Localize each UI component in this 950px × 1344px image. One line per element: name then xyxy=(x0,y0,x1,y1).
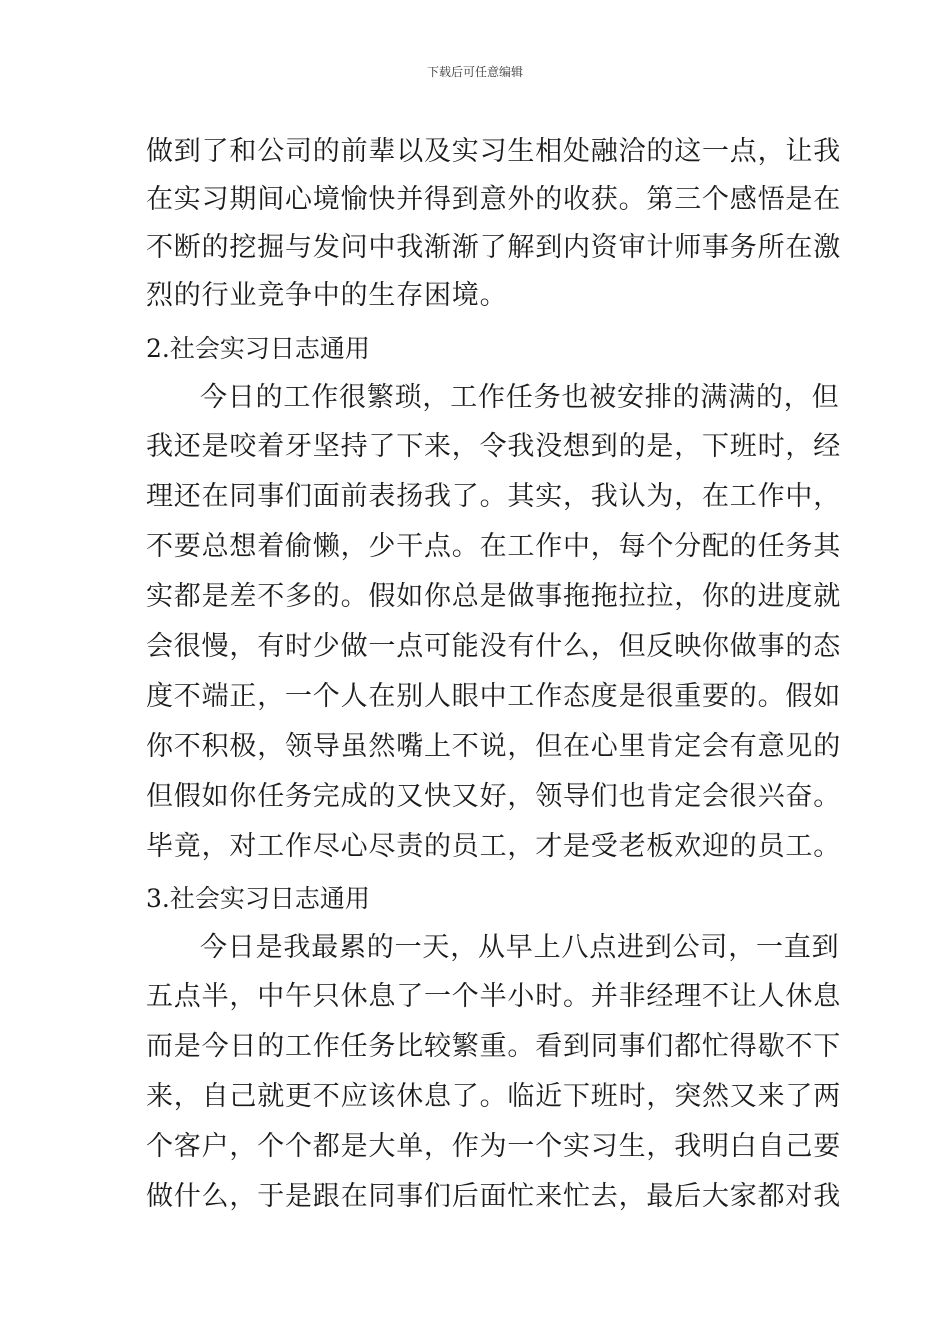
paragraph-line: 烈的行业竞争中的生存困境。 xyxy=(146,280,508,311)
paragraph-line: 今日是我最累的一天，从早上八点进到公司，一直到 xyxy=(200,932,840,963)
paragraph-line: 今日的工作很繁琐，工作任务也被安排的满满的，但 xyxy=(200,382,840,413)
paragraph-line: 不断的挖掘与发问中我渐渐了解到内资审计师事务所在激 xyxy=(146,232,841,263)
paragraph-line: 你不积极，领导虽然嘴上不说，但在心里肯定会有意见的 xyxy=(146,731,841,762)
page-header-note: 下载后可任意编辑 xyxy=(426,65,523,79)
paragraph-line: 会很慢，有时少做一点可能没有什么，但反映你做事的态 xyxy=(146,631,841,662)
paragraph-line: 而是今日的工作任务比较繁重。看到同事们都忙得歇不下 xyxy=(146,1031,841,1062)
paragraph-line: 毕竟，对工作尽心尽责的员工，才是受老板欢迎的员工。 xyxy=(146,831,841,862)
paragraph-line: 不要总想着偷懒，少干点。在工作中，每个分配的任务其 xyxy=(146,531,841,562)
paragraph-line: 我还是咬着牙坚持了下来，令我没想到的是，下班时，经 xyxy=(146,431,841,462)
paragraph-line: 个客户，个个都是大单，作为一个实习生，我明白自己要 xyxy=(146,1131,841,1162)
section-heading: 3.社会实习日志通用 xyxy=(146,884,370,913)
paragraph-line: 度不端正，一个人在别人眼中工作态度是很重要的。假如 xyxy=(146,681,841,712)
paragraph-line: 五点半，中午只休息了一个半小时。并非经理不让人休息 xyxy=(146,981,841,1012)
paragraph-line: 做到了和公司的前辈以及实习生相处融洽的这一点，让我 xyxy=(146,136,841,167)
paragraph-line: 来，自己就更不应该休息了。临近下班时，突然又来了两 xyxy=(146,1081,841,1112)
paragraph-line: 但假如你任务完成的又快又好，领导们也肯定会很兴奋。 xyxy=(146,781,841,812)
paragraph-line: 实都是差不多的。假如你总是做事拖拖拉拉，你的进度就 xyxy=(146,581,841,612)
section-heading: 2.社会实习日志通用 xyxy=(146,334,370,363)
paragraph-line: 做什么，于是跟在同事们后面忙来忙去，最后大家都对我 xyxy=(146,1181,841,1212)
paragraph-line: 在实习期间心境愉快并得到意外的收获。第三个感悟是在 xyxy=(146,184,841,215)
paragraph-line: 理还在同事们面前表扬我了。其实，我认为，在工作中， xyxy=(146,481,841,512)
